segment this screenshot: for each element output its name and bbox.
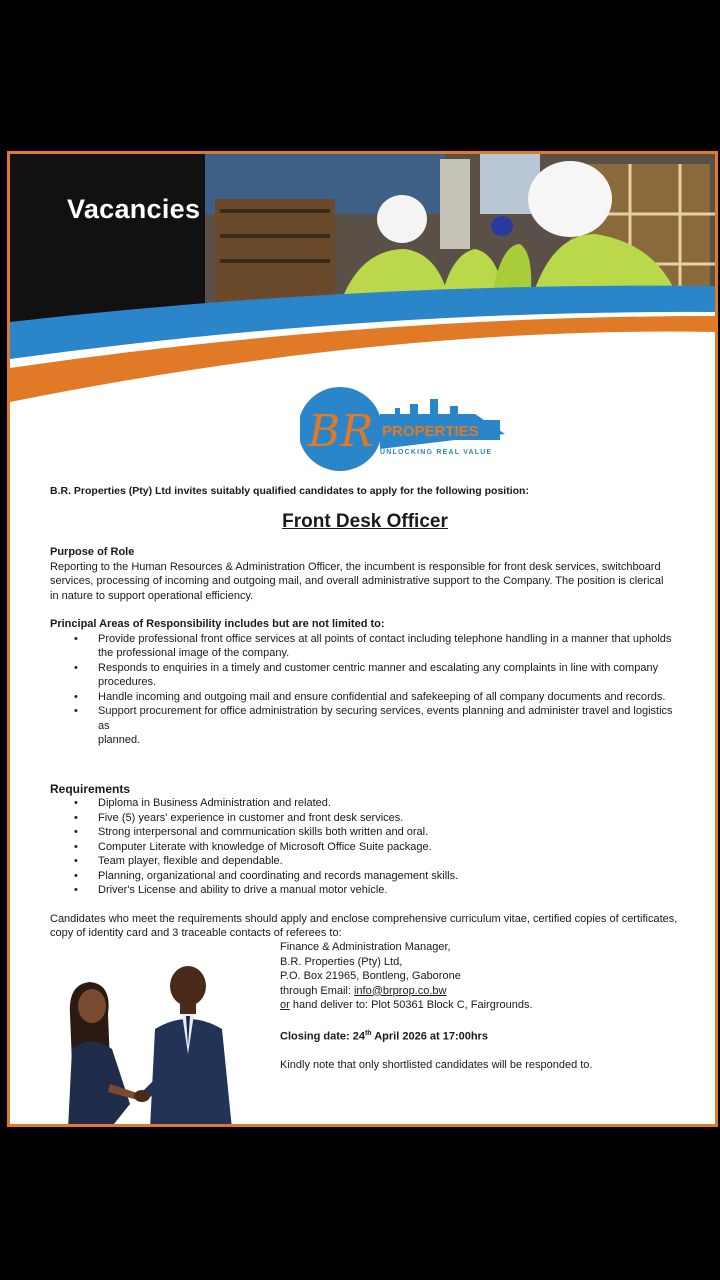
- email-line: [280, 984, 700, 999]
- logo-letters: BR: [308, 406, 374, 457]
- list-item: [50, 690, 680, 705]
- shortlist-note: Kindly note that only shortlisted candidates will be responded to.: [280, 1058, 593, 1071]
- list-item: • Five (5) years' experience in customer and front desk services.: [50, 811, 680, 826]
- banner-title: Vacancies: [67, 194, 201, 224]
- list-item: • Team player, flexible and dependable.: [50, 854, 680, 869]
- application-line: Candidates who meet the requirements should apply and enclose comprehensive curriculum vitae, certified copies of certificates,: [50, 912, 678, 925]
- or-text: or: [280, 999, 290, 1011]
- item-line: • Handle incoming and outgoing mail and ensure confidential and safekeeping of all company documents and records.: [98, 690, 666, 703]
- closing-date: [280, 1027, 700, 1044]
- main-content: [50, 484, 680, 941]
- logo-brand: PROPERTIES: [382, 423, 479, 440]
- item-line: planned.: [98, 734, 141, 746]
- application-text: [50, 912, 680, 941]
- hand-deliver-line: [280, 998, 700, 1013]
- item-line: the professional image of the company.: [98, 647, 290, 659]
- hand-deliver-text: hand deliver to: Plot 50361 Block C, Fairgrounds.: [289, 999, 533, 1011]
- item-line: • Provide professional front office services at all points of contact including telephone handling in a manner that upholds: [98, 632, 672, 645]
- purpose-line: in nature to support operational efficiency.: [50, 589, 254, 602]
- item-line: procedures.: [98, 676, 157, 688]
- responsibilities-list: [50, 632, 680, 748]
- list-item: • Driver's License and ability to drive a manual motor vehicle.: [50, 883, 680, 898]
- logo-tagline: UNLOCKING REAL VALUE: [380, 449, 493, 456]
- requirements-list: [50, 796, 680, 898]
- banner: [10, 154, 715, 404]
- purpose-line: services, processing of incoming and outgoing mail, and overall administrative support to the Company. The position is clerical: [50, 575, 664, 587]
- list-item: • Planning, organizational and coordinating and records management skills.: [50, 869, 680, 884]
- responsibilities-heading: Principal Areas of Responsibility includes but are not limited to:: [50, 618, 385, 630]
- intro-text: B.R. Properties (Pty) Ltd invites suitably qualified candidates to apply for the following position:: [50, 485, 529, 497]
- list-item: • Strong interpersonal and communication skills both written and oral.: [50, 825, 680, 840]
- list-item: [50, 704, 680, 748]
- list-item: [50, 632, 680, 661]
- email-label: through Email:: [280, 984, 354, 997]
- list-item: • Computer Literate with knowledge of Microsoft Office Suite package.: [50, 840, 680, 855]
- application-line: copy of identity card and 3 traceable contacts of referees to:: [50, 927, 342, 939]
- closing-suffix: April 2026 at 17:00hrs: [371, 1030, 488, 1043]
- closing-prefix: Closing date: 24: [280, 1030, 365, 1043]
- contact-line: Finance & Administration Manager,: [280, 941, 451, 953]
- contact-line: P.O. Box 21965, Bontleng, Gaborone: [280, 970, 461, 982]
- list-item: • Diploma in Business Administration and related.: [50, 796, 680, 811]
- list-item: [50, 661, 680, 690]
- purpose-heading: Purpose of Role: [50, 546, 135, 558]
- closing-sup: th: [364, 1029, 372, 1037]
- vacancy-poster: [7, 151, 718, 1127]
- job-title: Front Desk Officer: [282, 510, 448, 532]
- purpose-text: [50, 560, 680, 604]
- item-line: • Support procurement for office administration by securing services, events planning and administer travel and logistics as: [98, 705, 673, 732]
- requirements-heading: Requirements: [50, 781, 131, 796]
- contact-block: [280, 940, 700, 1072]
- item-line: • Responds to enquiries in a timely and customer centric manner and escalating any complaints in line with company: [98, 661, 659, 674]
- handshake-photo: [50, 954, 240, 1127]
- br-properties-logo: [300, 384, 520, 474]
- email-link[interactable]: info@brprop.co.bw: [353, 984, 447, 997]
- contact-line: B.R. Properties (Pty) Ltd,: [280, 955, 403, 968]
- purpose-line: Reporting to the Human Resources & Administration Officer, the incumbent is responsible for front desk services, switchboard: [50, 560, 661, 573]
